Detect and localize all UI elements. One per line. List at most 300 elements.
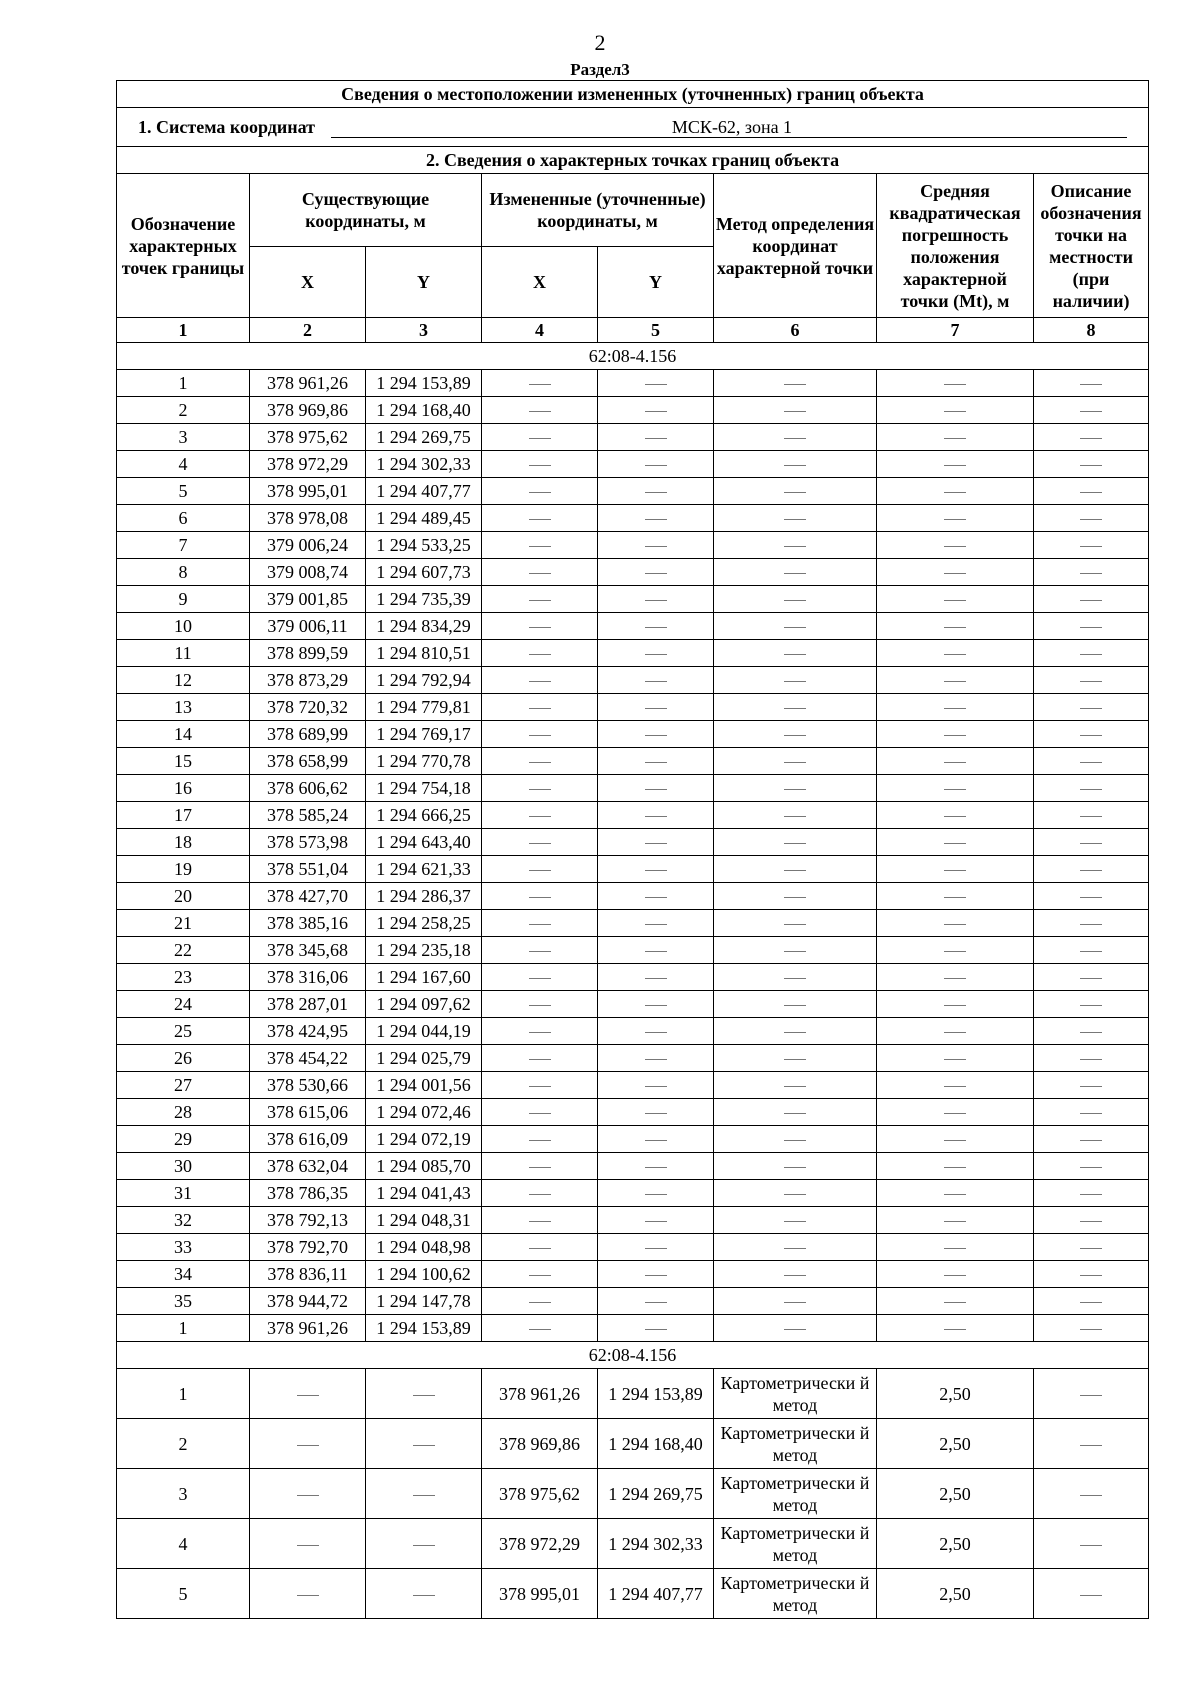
empty-value-cell bbox=[1034, 991, 1149, 1018]
dash-mark bbox=[784, 546, 806, 547]
empty-value-cell bbox=[714, 1153, 877, 1180]
existing-x: 379 006,24 bbox=[250, 532, 366, 559]
dash-mark bbox=[529, 1275, 551, 1276]
column-number: 1 bbox=[117, 318, 250, 343]
dash-mark bbox=[1080, 1140, 1102, 1141]
empty-value-cell bbox=[714, 1018, 877, 1045]
dash-mark bbox=[1080, 978, 1102, 979]
point-number: 33 bbox=[117, 1234, 250, 1261]
dash-mark bbox=[1080, 897, 1102, 898]
table-row bbox=[117, 856, 1149, 883]
column-numbers-row bbox=[117, 318, 1149, 343]
point-number: 4 bbox=[117, 1519, 250, 1569]
empty-value-cell bbox=[1034, 1519, 1149, 1569]
dash-mark bbox=[645, 438, 667, 439]
dash-mark bbox=[944, 1194, 966, 1195]
dash-mark bbox=[784, 951, 806, 952]
empty-value-cell bbox=[598, 559, 714, 586]
empty-value-cell bbox=[598, 667, 714, 694]
changed-y: 1 294 168,40 bbox=[598, 1419, 714, 1469]
existing-y: 1 294 167,60 bbox=[366, 964, 482, 991]
dash-mark bbox=[1080, 1395, 1102, 1396]
empty-value-cell bbox=[877, 991, 1034, 1018]
dash-mark bbox=[784, 897, 806, 898]
point-number: 35 bbox=[117, 1288, 250, 1315]
dash-mark bbox=[784, 1140, 806, 1141]
existing-x: 378 658,99 bbox=[250, 748, 366, 775]
method-cell: Картометрически й метод bbox=[714, 1519, 877, 1569]
dash-mark bbox=[1080, 1595, 1102, 1596]
dash-mark bbox=[1080, 600, 1102, 601]
empty-value-cell bbox=[366, 1519, 482, 1569]
dash-mark bbox=[297, 1445, 319, 1446]
dash-mark bbox=[645, 1248, 667, 1249]
table-title: Сведения о местоположении измененных (уточненных) границ объекта bbox=[117, 81, 1149, 108]
table-row bbox=[117, 1072, 1149, 1099]
existing-y: 1 294 235,18 bbox=[366, 937, 482, 964]
dash-mark bbox=[1080, 762, 1102, 763]
point-number: 10 bbox=[117, 613, 250, 640]
empty-value-cell bbox=[714, 1315, 877, 1342]
empty-value-cell bbox=[482, 1207, 598, 1234]
empty-value-cell bbox=[714, 748, 877, 775]
dash-mark bbox=[784, 1302, 806, 1303]
header-existing-coordinates: Существующие координаты, м bbox=[250, 174, 482, 247]
table-row bbox=[117, 1234, 1149, 1261]
empty-value-cell bbox=[1034, 1234, 1149, 1261]
empty-value-cell bbox=[366, 1419, 482, 1469]
column-number: 8 bbox=[1034, 318, 1149, 343]
dash-mark bbox=[1080, 411, 1102, 412]
empty-value-cell bbox=[877, 937, 1034, 964]
dash-mark bbox=[784, 384, 806, 385]
existing-x: 378 975,62 bbox=[250, 424, 366, 451]
existing-y: 1 294 607,73 bbox=[366, 559, 482, 586]
empty-value-cell bbox=[714, 964, 877, 991]
method-cell: Картометрически й метод bbox=[714, 1469, 877, 1519]
dash-mark bbox=[645, 600, 667, 601]
empty-value-cell bbox=[877, 1288, 1034, 1315]
empty-value-cell bbox=[598, 748, 714, 775]
point-number: 3 bbox=[117, 1469, 250, 1519]
existing-y: 1 294 302,33 bbox=[366, 451, 482, 478]
dash-mark bbox=[529, 465, 551, 466]
empty-value-cell bbox=[1034, 829, 1149, 856]
table-row bbox=[117, 1045, 1149, 1072]
empty-value-cell bbox=[366, 1469, 482, 1519]
dash-mark bbox=[413, 1395, 435, 1396]
existing-y: 1 294 666,25 bbox=[366, 802, 482, 829]
point-number: 31 bbox=[117, 1180, 250, 1207]
dash-mark bbox=[944, 411, 966, 412]
dash-mark bbox=[645, 870, 667, 871]
dash-mark bbox=[1080, 1302, 1102, 1303]
table-row bbox=[117, 1519, 1149, 1569]
dash-mark bbox=[1080, 654, 1102, 655]
dash-mark bbox=[1080, 465, 1102, 466]
existing-y: 1 294 533,25 bbox=[366, 532, 482, 559]
dash-mark bbox=[784, 1248, 806, 1249]
column-number: 4 bbox=[482, 318, 598, 343]
existing-y: 1 294 258,25 bbox=[366, 910, 482, 937]
empty-value-cell bbox=[598, 370, 714, 397]
dash-mark bbox=[784, 654, 806, 655]
point-number: 32 bbox=[117, 1207, 250, 1234]
empty-value-cell bbox=[877, 451, 1034, 478]
empty-value-cell bbox=[482, 1045, 598, 1072]
dash-mark bbox=[529, 1059, 551, 1060]
dash-mark bbox=[1080, 735, 1102, 736]
page-number: 2 bbox=[594, 30, 606, 55]
existing-y: 1 294 269,75 bbox=[366, 424, 482, 451]
coordinate-system-label: 1. Система координат bbox=[138, 117, 315, 137]
empty-value-cell bbox=[1034, 424, 1149, 451]
header-changed-y: Y bbox=[598, 247, 714, 318]
empty-value-cell bbox=[714, 937, 877, 964]
empty-value-cell bbox=[598, 532, 714, 559]
table-row bbox=[117, 1315, 1149, 1342]
empty-value-cell bbox=[482, 559, 598, 586]
existing-x: 379 006,11 bbox=[250, 613, 366, 640]
existing-y: 1 294 779,81 bbox=[366, 694, 482, 721]
dash-mark bbox=[529, 897, 551, 898]
dash-mark bbox=[529, 924, 551, 925]
empty-value-cell bbox=[598, 505, 714, 532]
point-number: 9 bbox=[117, 586, 250, 613]
empty-value-cell bbox=[598, 1126, 714, 1153]
header-existing-x: X bbox=[250, 247, 366, 318]
dash-mark bbox=[645, 1059, 667, 1060]
empty-value-cell bbox=[598, 802, 714, 829]
dash-mark bbox=[1080, 519, 1102, 520]
table-row bbox=[117, 1369, 1149, 1419]
dash-mark bbox=[529, 1302, 551, 1303]
empty-value-cell bbox=[1034, 964, 1149, 991]
empty-value-cell bbox=[714, 1072, 877, 1099]
existing-x: 378 944,72 bbox=[250, 1288, 366, 1315]
dash-mark bbox=[1080, 1545, 1102, 1546]
empty-value-cell bbox=[598, 397, 714, 424]
dash-mark bbox=[297, 1495, 319, 1496]
existing-x: 378 573,98 bbox=[250, 829, 366, 856]
point-number: 1 bbox=[117, 1315, 250, 1342]
empty-value-cell bbox=[714, 775, 877, 802]
dash-mark bbox=[645, 654, 667, 655]
point-number: 7 bbox=[117, 532, 250, 559]
empty-value-cell bbox=[714, 613, 877, 640]
empty-value-cell bbox=[877, 397, 1034, 424]
empty-value-cell bbox=[714, 1261, 877, 1288]
dash-mark bbox=[944, 708, 966, 709]
table-row bbox=[117, 1288, 1149, 1315]
empty-value-cell bbox=[598, 1234, 714, 1261]
table-row bbox=[117, 775, 1149, 802]
dash-mark bbox=[944, 897, 966, 898]
empty-value-cell bbox=[877, 802, 1034, 829]
empty-value-cell bbox=[714, 451, 877, 478]
empty-value-cell bbox=[1034, 1288, 1149, 1315]
existing-y: 1 294 153,89 bbox=[366, 1315, 482, 1342]
empty-value-cell bbox=[1034, 1369, 1149, 1419]
existing-y: 1 294 770,78 bbox=[366, 748, 482, 775]
dash-mark bbox=[645, 1140, 667, 1141]
existing-y: 1 294 085,70 bbox=[366, 1153, 482, 1180]
empty-value-cell bbox=[877, 1315, 1034, 1342]
empty-value-cell bbox=[1034, 505, 1149, 532]
empty-value-cell bbox=[1034, 856, 1149, 883]
empty-value-cell bbox=[250, 1519, 366, 1569]
dash-mark bbox=[784, 789, 806, 790]
dash-mark bbox=[1080, 1329, 1102, 1330]
empty-value-cell bbox=[714, 1099, 877, 1126]
dash-mark bbox=[645, 1032, 667, 1033]
group-label: 62:08-4.156 bbox=[117, 343, 1149, 370]
existing-x: 378 972,29 bbox=[250, 451, 366, 478]
table-row bbox=[117, 964, 1149, 991]
point-number: 4 bbox=[117, 451, 250, 478]
empty-value-cell bbox=[482, 478, 598, 505]
dash-mark bbox=[784, 627, 806, 628]
empty-value-cell bbox=[714, 829, 877, 856]
empty-value-cell bbox=[714, 1207, 877, 1234]
empty-value-cell bbox=[598, 1045, 714, 1072]
boundary-points-table bbox=[116, 80, 1149, 1619]
empty-value-cell bbox=[1034, 937, 1149, 964]
dash-mark bbox=[944, 789, 966, 790]
existing-x: 378 616,09 bbox=[250, 1126, 366, 1153]
empty-value-cell bbox=[598, 1099, 714, 1126]
dash-mark bbox=[784, 465, 806, 466]
empty-value-cell bbox=[877, 775, 1034, 802]
mean-error-cell: 2,50 bbox=[877, 1519, 1034, 1569]
dash-mark bbox=[944, 843, 966, 844]
point-number: 5 bbox=[117, 478, 250, 505]
empty-value-cell bbox=[482, 370, 598, 397]
header-method: Метод определения координат характерной точки bbox=[714, 174, 877, 318]
empty-value-cell bbox=[482, 991, 598, 1018]
empty-value-cell bbox=[482, 721, 598, 748]
point-number: 19 bbox=[117, 856, 250, 883]
dash-mark bbox=[529, 573, 551, 574]
dash-mark bbox=[1080, 573, 1102, 574]
dash-mark bbox=[944, 600, 966, 601]
dash-mark bbox=[1080, 1005, 1102, 1006]
dash-mark bbox=[944, 1221, 966, 1222]
existing-y: 1 294 153,89 bbox=[366, 370, 482, 397]
table-row bbox=[117, 1207, 1149, 1234]
existing-y: 1 294 072,46 bbox=[366, 1099, 482, 1126]
empty-value-cell bbox=[714, 397, 877, 424]
point-number: 25 bbox=[117, 1018, 250, 1045]
dash-mark bbox=[784, 1059, 806, 1060]
dash-mark bbox=[645, 1275, 667, 1276]
empty-value-cell bbox=[1034, 1180, 1149, 1207]
point-number: 29 bbox=[117, 1126, 250, 1153]
empty-value-cell bbox=[714, 1288, 877, 1315]
empty-value-cell bbox=[482, 856, 598, 883]
table-row bbox=[117, 424, 1149, 451]
empty-value-cell bbox=[482, 424, 598, 451]
dash-mark bbox=[529, 627, 551, 628]
mean-error-cell: 2,50 bbox=[877, 1469, 1034, 1519]
dash-mark bbox=[529, 411, 551, 412]
existing-x: 379 008,74 bbox=[250, 559, 366, 586]
empty-value-cell bbox=[877, 694, 1034, 721]
empty-value-cell bbox=[598, 1072, 714, 1099]
empty-value-cell bbox=[1034, 1569, 1149, 1619]
table-row bbox=[117, 748, 1149, 775]
dash-mark bbox=[944, 924, 966, 925]
empty-value-cell bbox=[1034, 667, 1149, 694]
empty-value-cell bbox=[598, 424, 714, 451]
group-label: 62:08-4.156 bbox=[117, 1342, 1149, 1369]
empty-value-cell bbox=[714, 802, 877, 829]
existing-y: 1 294 048,98 bbox=[366, 1234, 482, 1261]
dash-mark bbox=[1080, 384, 1102, 385]
dash-mark bbox=[784, 924, 806, 925]
empty-value-cell bbox=[714, 1045, 877, 1072]
table-row bbox=[117, 1099, 1149, 1126]
changed-y: 1 294 407,77 bbox=[598, 1569, 714, 1619]
column-number: 2 bbox=[250, 318, 366, 343]
dash-mark bbox=[784, 1005, 806, 1006]
dash-mark bbox=[784, 1167, 806, 1168]
existing-y: 1 294 754,18 bbox=[366, 775, 482, 802]
method-cell: Картометрически й метод bbox=[714, 1419, 877, 1469]
empty-value-cell bbox=[598, 721, 714, 748]
dash-mark bbox=[645, 492, 667, 493]
dash-mark bbox=[529, 438, 551, 439]
empty-value-cell bbox=[877, 370, 1034, 397]
dash-mark bbox=[944, 654, 966, 655]
empty-value-cell bbox=[250, 1469, 366, 1519]
dash-mark bbox=[784, 438, 806, 439]
dash-mark bbox=[1080, 1032, 1102, 1033]
table-row bbox=[117, 1469, 1149, 1519]
dash-mark bbox=[529, 519, 551, 520]
empty-value-cell bbox=[598, 1261, 714, 1288]
empty-value-cell bbox=[877, 532, 1034, 559]
point-number: 1 bbox=[117, 1369, 250, 1419]
dash-mark bbox=[1080, 1221, 1102, 1222]
dash-mark bbox=[944, 816, 966, 817]
empty-value-cell bbox=[877, 883, 1034, 910]
empty-value-cell bbox=[714, 910, 877, 937]
dash-mark bbox=[784, 1329, 806, 1330]
empty-value-cell bbox=[482, 964, 598, 991]
dash-mark bbox=[297, 1595, 319, 1596]
empty-value-cell bbox=[482, 694, 598, 721]
dash-mark bbox=[944, 438, 966, 439]
empty-value-cell bbox=[598, 1315, 714, 1342]
existing-x: 378 551,04 bbox=[250, 856, 366, 883]
empty-value-cell bbox=[598, 829, 714, 856]
dash-mark bbox=[529, 1032, 551, 1033]
dash-mark bbox=[645, 1329, 667, 1330]
empty-value-cell bbox=[877, 1072, 1034, 1099]
existing-x: 378 385,16 bbox=[250, 910, 366, 937]
dash-mark bbox=[413, 1495, 435, 1496]
dash-mark bbox=[529, 1086, 551, 1087]
existing-y: 1 294 072,19 bbox=[366, 1126, 482, 1153]
dash-mark bbox=[413, 1445, 435, 1446]
dash-mark bbox=[1080, 1495, 1102, 1496]
dash-mark bbox=[1080, 816, 1102, 817]
empty-value-cell bbox=[250, 1569, 366, 1619]
empty-value-cell bbox=[877, 748, 1034, 775]
empty-value-cell bbox=[714, 1180, 877, 1207]
empty-value-cell bbox=[714, 1234, 877, 1261]
dash-mark bbox=[784, 735, 806, 736]
dash-mark bbox=[784, 1086, 806, 1087]
empty-value-cell bbox=[1034, 1126, 1149, 1153]
empty-value-cell bbox=[598, 694, 714, 721]
empty-value-cell bbox=[877, 1153, 1034, 1180]
column-number: 7 bbox=[877, 318, 1034, 343]
existing-y: 1 294 489,45 bbox=[366, 505, 482, 532]
empty-value-cell bbox=[1034, 1315, 1149, 1342]
empty-value-cell bbox=[877, 424, 1034, 451]
dash-mark bbox=[529, 735, 551, 736]
table-row bbox=[117, 829, 1149, 856]
dash-mark bbox=[944, 1329, 966, 1330]
dash-mark bbox=[784, 492, 806, 493]
point-number: 16 bbox=[117, 775, 250, 802]
dash-mark bbox=[944, 546, 966, 547]
empty-value-cell bbox=[1034, 883, 1149, 910]
dash-mark bbox=[529, 1221, 551, 1222]
empty-value-cell bbox=[482, 451, 598, 478]
dash-mark bbox=[645, 384, 667, 385]
empty-value-cell bbox=[1034, 910, 1149, 937]
dash-mark bbox=[529, 654, 551, 655]
existing-x: 378 454,22 bbox=[250, 1045, 366, 1072]
changed-x: 378 972,29 bbox=[482, 1519, 598, 1569]
point-number: 21 bbox=[117, 910, 250, 937]
existing-x: 378 585,24 bbox=[250, 802, 366, 829]
changed-x: 378 975,62 bbox=[482, 1469, 598, 1519]
empty-value-cell bbox=[598, 478, 714, 505]
dash-mark bbox=[784, 573, 806, 574]
existing-x: 378 424,95 bbox=[250, 1018, 366, 1045]
empty-value-cell bbox=[877, 1261, 1034, 1288]
empty-value-cell bbox=[877, 1180, 1034, 1207]
dash-mark bbox=[784, 1194, 806, 1195]
empty-value-cell bbox=[598, 1180, 714, 1207]
dash-mark bbox=[944, 978, 966, 979]
dash-mark bbox=[645, 573, 667, 574]
point-number: 6 bbox=[117, 505, 250, 532]
method-cell: Картометрически й метод bbox=[714, 1569, 877, 1619]
dash-mark bbox=[784, 843, 806, 844]
empty-value-cell bbox=[714, 1126, 877, 1153]
empty-value-cell bbox=[877, 505, 1034, 532]
dash-mark bbox=[645, 843, 667, 844]
table-row bbox=[117, 1018, 1149, 1045]
point-number: 23 bbox=[117, 964, 250, 991]
dash-mark bbox=[529, 681, 551, 682]
empty-value-cell bbox=[877, 1099, 1034, 1126]
empty-value-cell bbox=[366, 1569, 482, 1619]
empty-value-cell bbox=[482, 586, 598, 613]
dash-mark bbox=[529, 762, 551, 763]
empty-value-cell bbox=[1034, 613, 1149, 640]
table-row bbox=[117, 613, 1149, 640]
dash-mark bbox=[645, 816, 667, 817]
existing-x: 378 345,68 bbox=[250, 937, 366, 964]
existing-x: 378 899,59 bbox=[250, 640, 366, 667]
existing-y: 1 294 147,78 bbox=[366, 1288, 482, 1315]
